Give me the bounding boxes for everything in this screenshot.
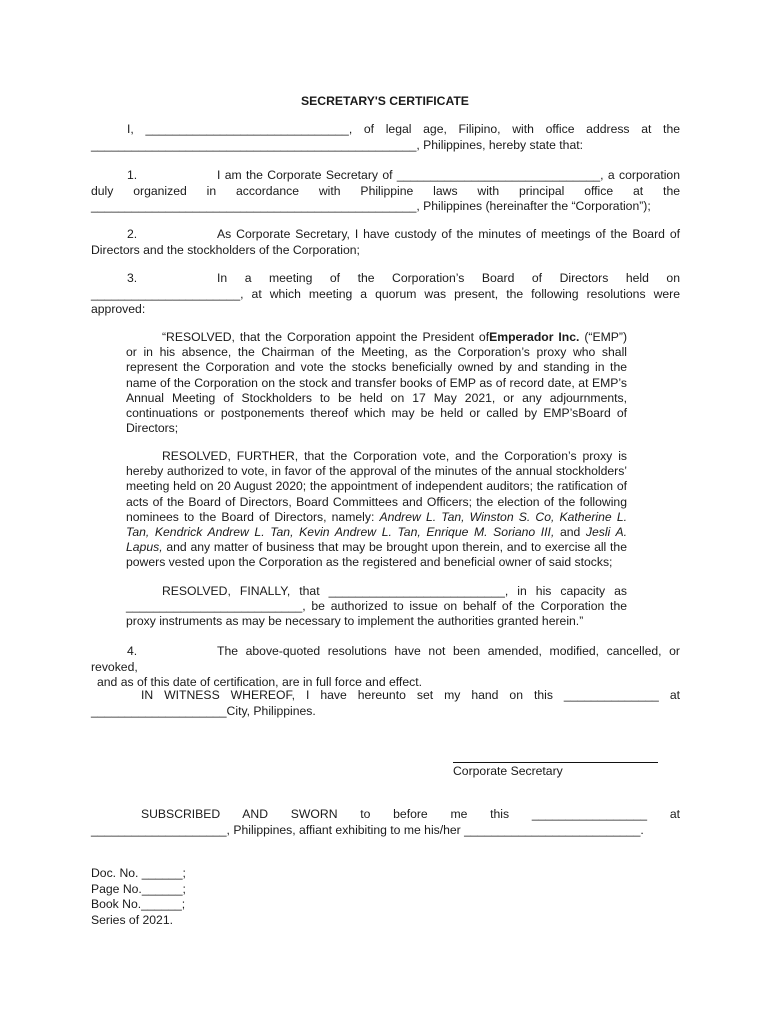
paragraph-3 — [91, 271, 680, 318]
page-no: Page No.______; — [91, 881, 186, 896]
notarial-details — [91, 866, 186, 928]
para1-line-3: ________________________________________________, Philippines (hereinafter the “Corporation”); — [91, 199, 651, 213]
book-no: Book No.______; — [91, 897, 186, 911]
para3-line-1: 3. In a meeting of the Corporation’s Board of Directors held on — [127, 271, 680, 285]
jurat-line-1: SUBSCRIBED AND SWORN to before me this _________________ at — [141, 807, 680, 821]
witness-line-2: ____________________City, Philippines. — [91, 703, 316, 718]
series: Series of 2021. — [91, 912, 173, 927]
resolution3-line-2: __________________________, be authorized to issue on behalf of the Corporation the — [126, 599, 627, 614]
para2-line-2: Directors and the stockholders of the Corporation; — [91, 242, 360, 257]
resolution3-line-1: RESOLVED, FINALLY, that __________________________, in his capacity as — [162, 584, 627, 598]
nominee-names: Andrew L. Tan, Winston S. Co, Katherine L. Tan, Kendrick Andrew L. Tan, Kevin Andrew L. Tan, Enrique M. Soriano III, — [126, 509, 627, 540]
para2-line-1: 2. As Corporate Secretary, I have custody of the minutes of meetings of the Board of — [127, 227, 680, 241]
doc-no: Doc. No. ______; — [91, 866, 186, 880]
company-name: Emperador Inc. — [489, 330, 580, 344]
jurat-clause — [91, 807, 680, 838]
witness-clause — [91, 688, 680, 719]
paragraph-4 — [91, 644, 680, 691]
resolution-1: “RESOLVED, that the Corporation appoint the President ofEmperador Inc. (“EMP”) or in his absence, the Chairman of the Meeting, as the Corporation’s proxy who shall represent the Corporation and vote the stocks beneficially owned by and standing in the name of the Corporation on the stock and transfer books of EMP as of record date, at EMP’s Annual Meeting of Stockholders to be held on 17 May 2021, or any adjournments, continuations or postponements thereof which may be held or called by EMP’sBoard of Directors; — [126, 330, 628, 436]
page-title: SECRETARY'S CERTIFICATE — [301, 94, 469, 108]
signature-label: Corporate Secretary — [453, 764, 563, 778]
intro-line-2: ________________________________________________, Philippines, hereby state that: — [91, 137, 584, 152]
jurat-line-2: ____________________, Philippines, affiant exhibiting to me his/her __________________________. — [91, 822, 644, 837]
para3-line-2: ______________________, at which meeting a quorum was present, the following resolutions were — [91, 286, 680, 301]
intro-paragraph — [91, 122, 680, 153]
intro-line-1: I, ______________________________, of legal age, Filipino, with office address at the — [127, 122, 680, 136]
paragraph-1 — [91, 168, 680, 215]
resolution-3 — [126, 584, 627, 630]
nominee-names-last: Jesli A. Lapus, — [126, 525, 627, 555]
para1-line-2: duly organized in accordance with Philippine laws with principal office at the — [91, 183, 680, 198]
witness-line-1: IN WITNESS WHEREOF, I have hereunto set my hand on this ______________ at — [141, 688, 680, 702]
paragraph-2 — [91, 227, 680, 258]
para4-line-1: 4. The above-quoted resolutions have not been amended, modified, cancelled, or revoked, — [91, 644, 680, 674]
resolution3-line-3: proxy instruments as may be necessary to implement the authorities granted herein.” — [126, 614, 584, 629]
signature-line — [453, 753, 658, 763]
resolution-2: RESOLVED, FURTHER, that the Corporation vote, and the Corporation’s proxy is hereby authorized to vote, in favor of the approval of the minutes of the annual stockholders’ meeting held on 20 August 2020; the appointment of independent auditors; the ratification of acts of the Board of Directors, Board Committees and Officers; the election of the following nominees to the Board of Directors, namely: Andrew L. Tan, Winston S. Co, Katherine L. Tan, Kendrick Andrew L. Tan, Kevin Andrew L. Tan, Enrique M. Soriano III, and Jesli A. Lapus, and any matter of business that may be brought upon therein, and to exercise all the powers vested upon the Corporation as the registered and beneficial owner of said stocks; — [126, 449, 627, 570]
para1-line-1: 1. I am the Corporate Secretary of ______________________________, a corporation — [127, 168, 680, 182]
para3-line-3: approved: — [91, 302, 146, 316]
para4-line-2: and as of this date of certification, are in full force and effect. — [97, 675, 422, 689]
signature-block — [453, 753, 658, 778]
